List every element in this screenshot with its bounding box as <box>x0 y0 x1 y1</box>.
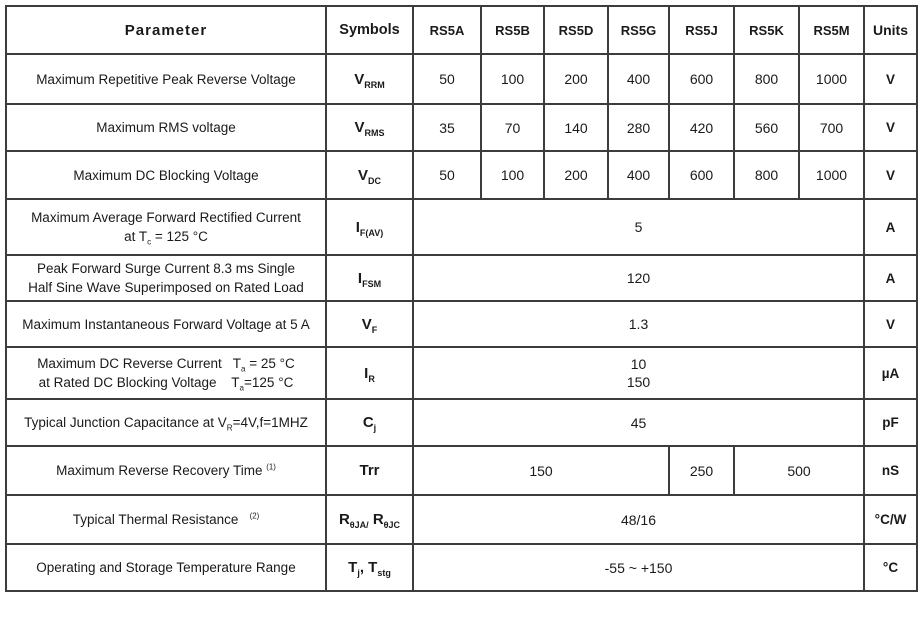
value-cell: 35 <box>413 104 481 151</box>
param-cell: Typical Junction Capacitance at $V_R=4V,f=1MHZ$ <box>6 399 326 446</box>
symbol-cell: $T_j$, $T_{stg}$ <box>326 544 413 591</box>
value-cell: 420 <box>669 104 734 151</box>
unit-cell: µA <box>864 347 917 399</box>
header-model-rs5k: RS5K <box>734 6 799 54</box>
param-cell: Maximum DC Reverse Current $T_a = 25$ °C at Rated DC Blocking Voltage $T_a=125$ °C <box>6 347 326 399</box>
value-cell: 400 <box>608 151 669 199</box>
unit-cell: V <box>864 54 917 104</box>
value-cell: 500 <box>734 446 864 495</box>
value-cell: -55 ~ +150 <box>413 544 864 591</box>
header-units: Units <box>864 6 917 54</box>
param-cell: Maximum Average Forward Rectified Current at $T_c = 125$ °C <box>6 199 326 255</box>
symbol-cell: $V_{RMS}$ <box>326 104 413 151</box>
value-cell: 5 <box>413 199 864 255</box>
table-row-ifav <box>6 199 917 255</box>
ratings-table <box>5 5 918 592</box>
unit-cell: nS <box>864 446 917 495</box>
value-cell: 48/16 <box>413 495 864 544</box>
symbol-cell: $R_{\theta JA/}$ $R_{\theta JC}$ <box>326 495 413 544</box>
value-cell: 1000 <box>799 54 864 104</box>
unit-cell: V <box>864 151 917 199</box>
param-cell: Maximum Repetitive Peak Reverse Voltage <box>6 54 326 104</box>
table-row-ir <box>6 347 917 399</box>
value-cell: 100 <box>481 151 544 199</box>
header-model-rs5b: RS5B <box>481 6 544 54</box>
value-cell: 250 <box>669 446 734 495</box>
param-cell: Maximum Reverse Recovery Time $^{(1)}$ <box>6 446 326 495</box>
unit-cell: °C/W <box>864 495 917 544</box>
value-cell: 400 <box>608 54 669 104</box>
symbol-cell: $I_{F(AV)}$ <box>326 199 413 255</box>
value-cell: 50 <box>413 54 481 104</box>
unit-cell: V <box>864 104 917 151</box>
value-cell: 600 <box>669 54 734 104</box>
header-model-rs5d: RS5D <box>544 6 608 54</box>
symbol-cell: $V_{DC}$ <box>326 151 413 199</box>
table-row-vrms <box>6 104 917 151</box>
value-cell: 120 <box>413 255 864 301</box>
unit-cell: V <box>864 301 917 347</box>
value-cell: 1000 <box>799 151 864 199</box>
unit-cell: pF <box>864 399 917 446</box>
symbol-cell: $V_F$ <box>326 301 413 347</box>
header-parameter: Parameter <box>6 6 326 54</box>
value-cell: 50 <box>413 151 481 199</box>
table-row-ifsm <box>6 255 917 301</box>
table-row-cj <box>6 399 917 446</box>
value-cell: 100 <box>481 54 544 104</box>
value-cell: 150 <box>413 446 669 495</box>
param-cell: Maximum Instantaneous Forward Voltage at 5 A <box>6 301 326 347</box>
table-row-vf <box>6 301 917 347</box>
header-row <box>6 6 917 54</box>
table-row-vdc <box>6 151 917 199</box>
value-cell: 200 <box>544 151 608 199</box>
table-row-rth <box>6 495 917 544</box>
value-cell: 800 <box>734 54 799 104</box>
symbol-cell: $I_R$ <box>326 347 413 399</box>
param-cell: Maximum RMS voltage <box>6 104 326 151</box>
symbol-cell: $C_j$ <box>326 399 413 446</box>
value-cell: 45 <box>413 399 864 446</box>
symbol-cell: $I_{FSM}$ <box>326 255 413 301</box>
param-cell: Maximum DC Blocking Voltage <box>6 151 326 199</box>
param-cell: Typical Thermal Resistance $^{(2)}$ <box>6 495 326 544</box>
unit-cell: A <box>864 255 917 301</box>
value-cell: 280 <box>608 104 669 151</box>
value-cell: 600 <box>669 151 734 199</box>
value-cell: 140 <box>544 104 608 151</box>
value-cell: 10 150 <box>413 347 864 399</box>
header-model-rs5g: RS5G <box>608 6 669 54</box>
header-model-rs5j: RS5J <box>669 6 734 54</box>
table-row-tstg <box>6 544 917 591</box>
value-cell: 70 <box>481 104 544 151</box>
param-cell: Peak Forward Surge Current 8.3 ms Single Half Sine Wave Superimposed on Rated Load <box>6 255 326 301</box>
table-row-vrrm <box>6 54 917 104</box>
header-model-rs5m: RS5M <box>799 6 864 54</box>
symbol-cell: $V_{RRM}$ <box>326 54 413 104</box>
header-model-rs5a: RS5A <box>413 6 481 54</box>
unit-cell: A <box>864 199 917 255</box>
value-cell: 200 <box>544 54 608 104</box>
table-row-trr <box>6 446 917 495</box>
unit-cell: °C <box>864 544 917 591</box>
symbol-cell: Trr <box>326 446 413 495</box>
value-cell: 560 <box>734 104 799 151</box>
value-cell: 1.3 <box>413 301 864 347</box>
value-cell: 800 <box>734 151 799 199</box>
param-cell: Operating and Storage Temperature Range <box>6 544 326 591</box>
header-symbols: Symbols <box>326 6 413 54</box>
value-cell: 700 <box>799 104 864 151</box>
